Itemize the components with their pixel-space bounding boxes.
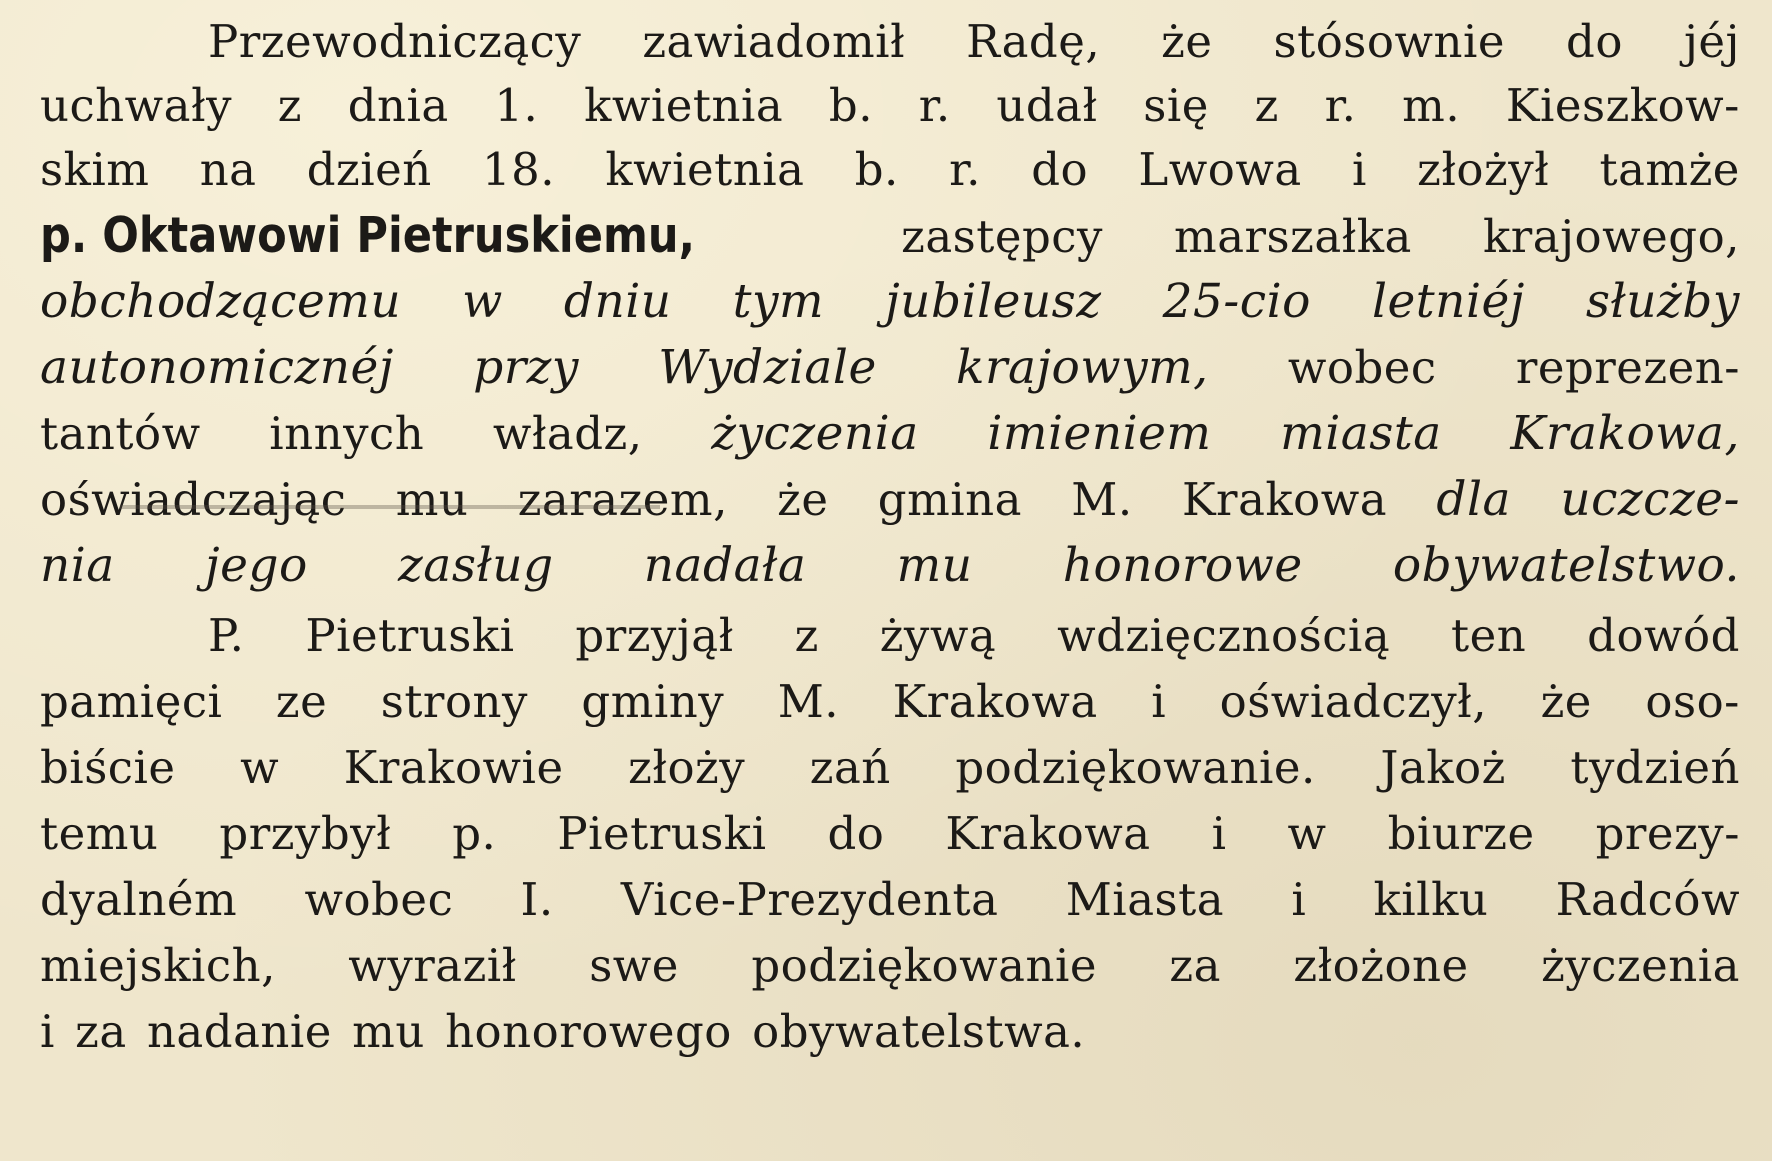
word: wobec [1287, 341, 1437, 394]
word: że [1161, 15, 1213, 68]
word: zarazem, [517, 473, 728, 526]
word: dla [1436, 472, 1512, 527]
word: się [1143, 79, 1209, 132]
word: r. [1324, 79, 1357, 132]
word: nadanie [146, 1005, 332, 1058]
word: w [240, 741, 280, 794]
word: podziękowanie [751, 939, 1097, 992]
word: obchodzącemu [40, 274, 402, 329]
text-line-3 [40, 138, 1740, 202]
word: p. [452, 807, 497, 860]
word: że [777, 473, 829, 526]
word: żywą [879, 609, 997, 662]
word: Radę, [966, 15, 1101, 68]
word: I. [520, 873, 554, 926]
word: Miasta [1065, 873, 1225, 926]
word: podziękowanie. [955, 741, 1316, 794]
word: mu [395, 473, 469, 526]
word: oso- [1645, 675, 1740, 728]
text-line-12 [40, 736, 1740, 800]
word: obywatelstwa. [752, 1005, 1086, 1058]
word: stósownie [1273, 15, 1505, 68]
word: gmina [877, 473, 1022, 526]
pencil-underline-mark [120, 505, 660, 509]
word: i [1351, 143, 1367, 196]
word: życzenia [1541, 939, 1740, 992]
word: że [1540, 675, 1592, 728]
word: b. [828, 79, 874, 132]
word: tydzień [1570, 741, 1740, 794]
text-line-15 [40, 934, 1740, 998]
word: zań [809, 741, 891, 794]
text-line-10 [208, 604, 1740, 668]
word: złoży [628, 741, 746, 794]
word: prezy- [1595, 807, 1740, 860]
word: jubileusz [885, 274, 1102, 329]
word: złożył [1417, 143, 1550, 196]
text-line-13 [40, 802, 1740, 866]
text-line-8 [40, 468, 1740, 532]
word: strony [380, 675, 528, 728]
word: nia [40, 538, 115, 593]
word: mu [352, 1005, 425, 1058]
word: pamięci [40, 675, 223, 728]
word: uchwały [40, 79, 233, 132]
word: reprezen- [1515, 341, 1740, 394]
word: r. [918, 79, 951, 132]
word: przyjął [575, 609, 734, 662]
word: Krakowa [1181, 473, 1388, 526]
word: ze [275, 675, 328, 728]
word: tym [732, 274, 825, 329]
word: dzień [306, 143, 432, 196]
text-line-14 [40, 868, 1740, 932]
word: udał [996, 79, 1098, 132]
word: tamże [1599, 143, 1740, 196]
word: Krakowie [343, 741, 564, 794]
word: dyalném [40, 873, 238, 926]
word: zasług [398, 538, 554, 593]
word: marszałka [1174, 210, 1412, 263]
word: miasta [1280, 406, 1442, 461]
word: honorowego [445, 1005, 732, 1058]
word: m. [1402, 79, 1461, 132]
word: Radców [1555, 873, 1740, 926]
word: złożone [1293, 939, 1469, 992]
word: Wydziale [658, 340, 877, 395]
word: do [827, 807, 885, 860]
word: 1. [494, 79, 539, 132]
word: kwietnia [605, 143, 805, 196]
word: służby [1585, 274, 1740, 329]
word: gminy [581, 675, 725, 728]
word: dowód [1587, 609, 1740, 662]
word: autonomicznéj [40, 340, 394, 395]
word: temu [40, 807, 159, 860]
word: Kieszkow- [1505, 79, 1740, 132]
word: skim [40, 143, 150, 196]
word: wyraził [348, 939, 517, 992]
word: krajowym, [956, 340, 1209, 395]
word: Jakoż [1380, 741, 1506, 794]
word: innych [269, 407, 425, 460]
word: do [1566, 15, 1623, 68]
word: władz, [492, 407, 643, 460]
word: uczcze- [1560, 472, 1740, 527]
word: Krakowa [945, 807, 1151, 860]
word: biście [40, 741, 176, 794]
word: wdzięcznością [1057, 609, 1391, 662]
text-line-2 [40, 74, 1740, 138]
word: na [199, 143, 257, 196]
bold-name-text: p. Oktawowi Pietruskiemu, [40, 207, 695, 264]
word: Pietruski [305, 609, 515, 662]
text-line-16 [40, 1000, 1740, 1064]
word: tantów [40, 407, 201, 460]
word: miejskich, [40, 939, 276, 992]
word: i [1211, 807, 1227, 860]
word: przy [473, 340, 579, 395]
word: i [1291, 873, 1307, 926]
word: kilku [1373, 873, 1489, 926]
word: jéj [1683, 15, 1740, 68]
word: Vice-Prezydenta [620, 873, 999, 926]
word: ten [1451, 609, 1527, 662]
word: zastępcy [901, 210, 1103, 263]
word: oświadczając [40, 473, 347, 526]
word: Lwowa [1138, 143, 1302, 196]
word: życzenia [711, 406, 919, 461]
word: jego [205, 538, 308, 593]
word: dnia [347, 79, 449, 132]
word: imieniem [987, 406, 1212, 461]
word: w [1287, 807, 1327, 860]
word: r. [949, 143, 981, 196]
word: oświadczył, [1219, 675, 1488, 728]
word: Przewodniczący [208, 15, 582, 68]
word: dniu [563, 274, 672, 329]
word: z [277, 79, 302, 132]
word: z [794, 609, 819, 662]
word: letniéj [1371, 274, 1525, 329]
word: w [462, 274, 503, 329]
word: Pietruski [557, 807, 767, 860]
word: kwietnia [584, 79, 784, 132]
text-line-11 [40, 670, 1740, 734]
word: swe [589, 939, 679, 992]
text-line-5 [40, 270, 1740, 334]
word: M. [777, 675, 840, 728]
word: Krakowa, [1510, 406, 1740, 461]
word: 25-cio [1162, 274, 1311, 329]
word: i [40, 1005, 55, 1058]
word: b. [854, 143, 899, 196]
text-line-4 [40, 204, 1740, 268]
word: z [1254, 79, 1279, 132]
text-line-9 [40, 534, 1740, 598]
word: nadała [643, 538, 807, 593]
text-line-6 [40, 336, 1740, 400]
word: M. [1071, 473, 1133, 526]
word: obywatelstwo. [1392, 538, 1740, 593]
text-line-1 [208, 10, 1740, 74]
text-line-7 [40, 402, 1740, 466]
word: P. [208, 609, 245, 662]
word: zawiadomił [642, 15, 906, 68]
word: honorowe [1062, 538, 1303, 593]
word: za [75, 1005, 127, 1058]
word: do [1031, 143, 1089, 196]
word: za [1169, 939, 1221, 992]
word: przybył [219, 807, 392, 860]
word: Krakowa [892, 675, 1098, 728]
word: biurze [1387, 807, 1535, 860]
word: mu [896, 538, 973, 593]
word: krajowego, [1482, 210, 1740, 263]
word: 18. [482, 143, 556, 196]
word: wobec [304, 873, 454, 926]
word: i [1151, 675, 1167, 728]
bold-name [40, 204, 830, 269]
